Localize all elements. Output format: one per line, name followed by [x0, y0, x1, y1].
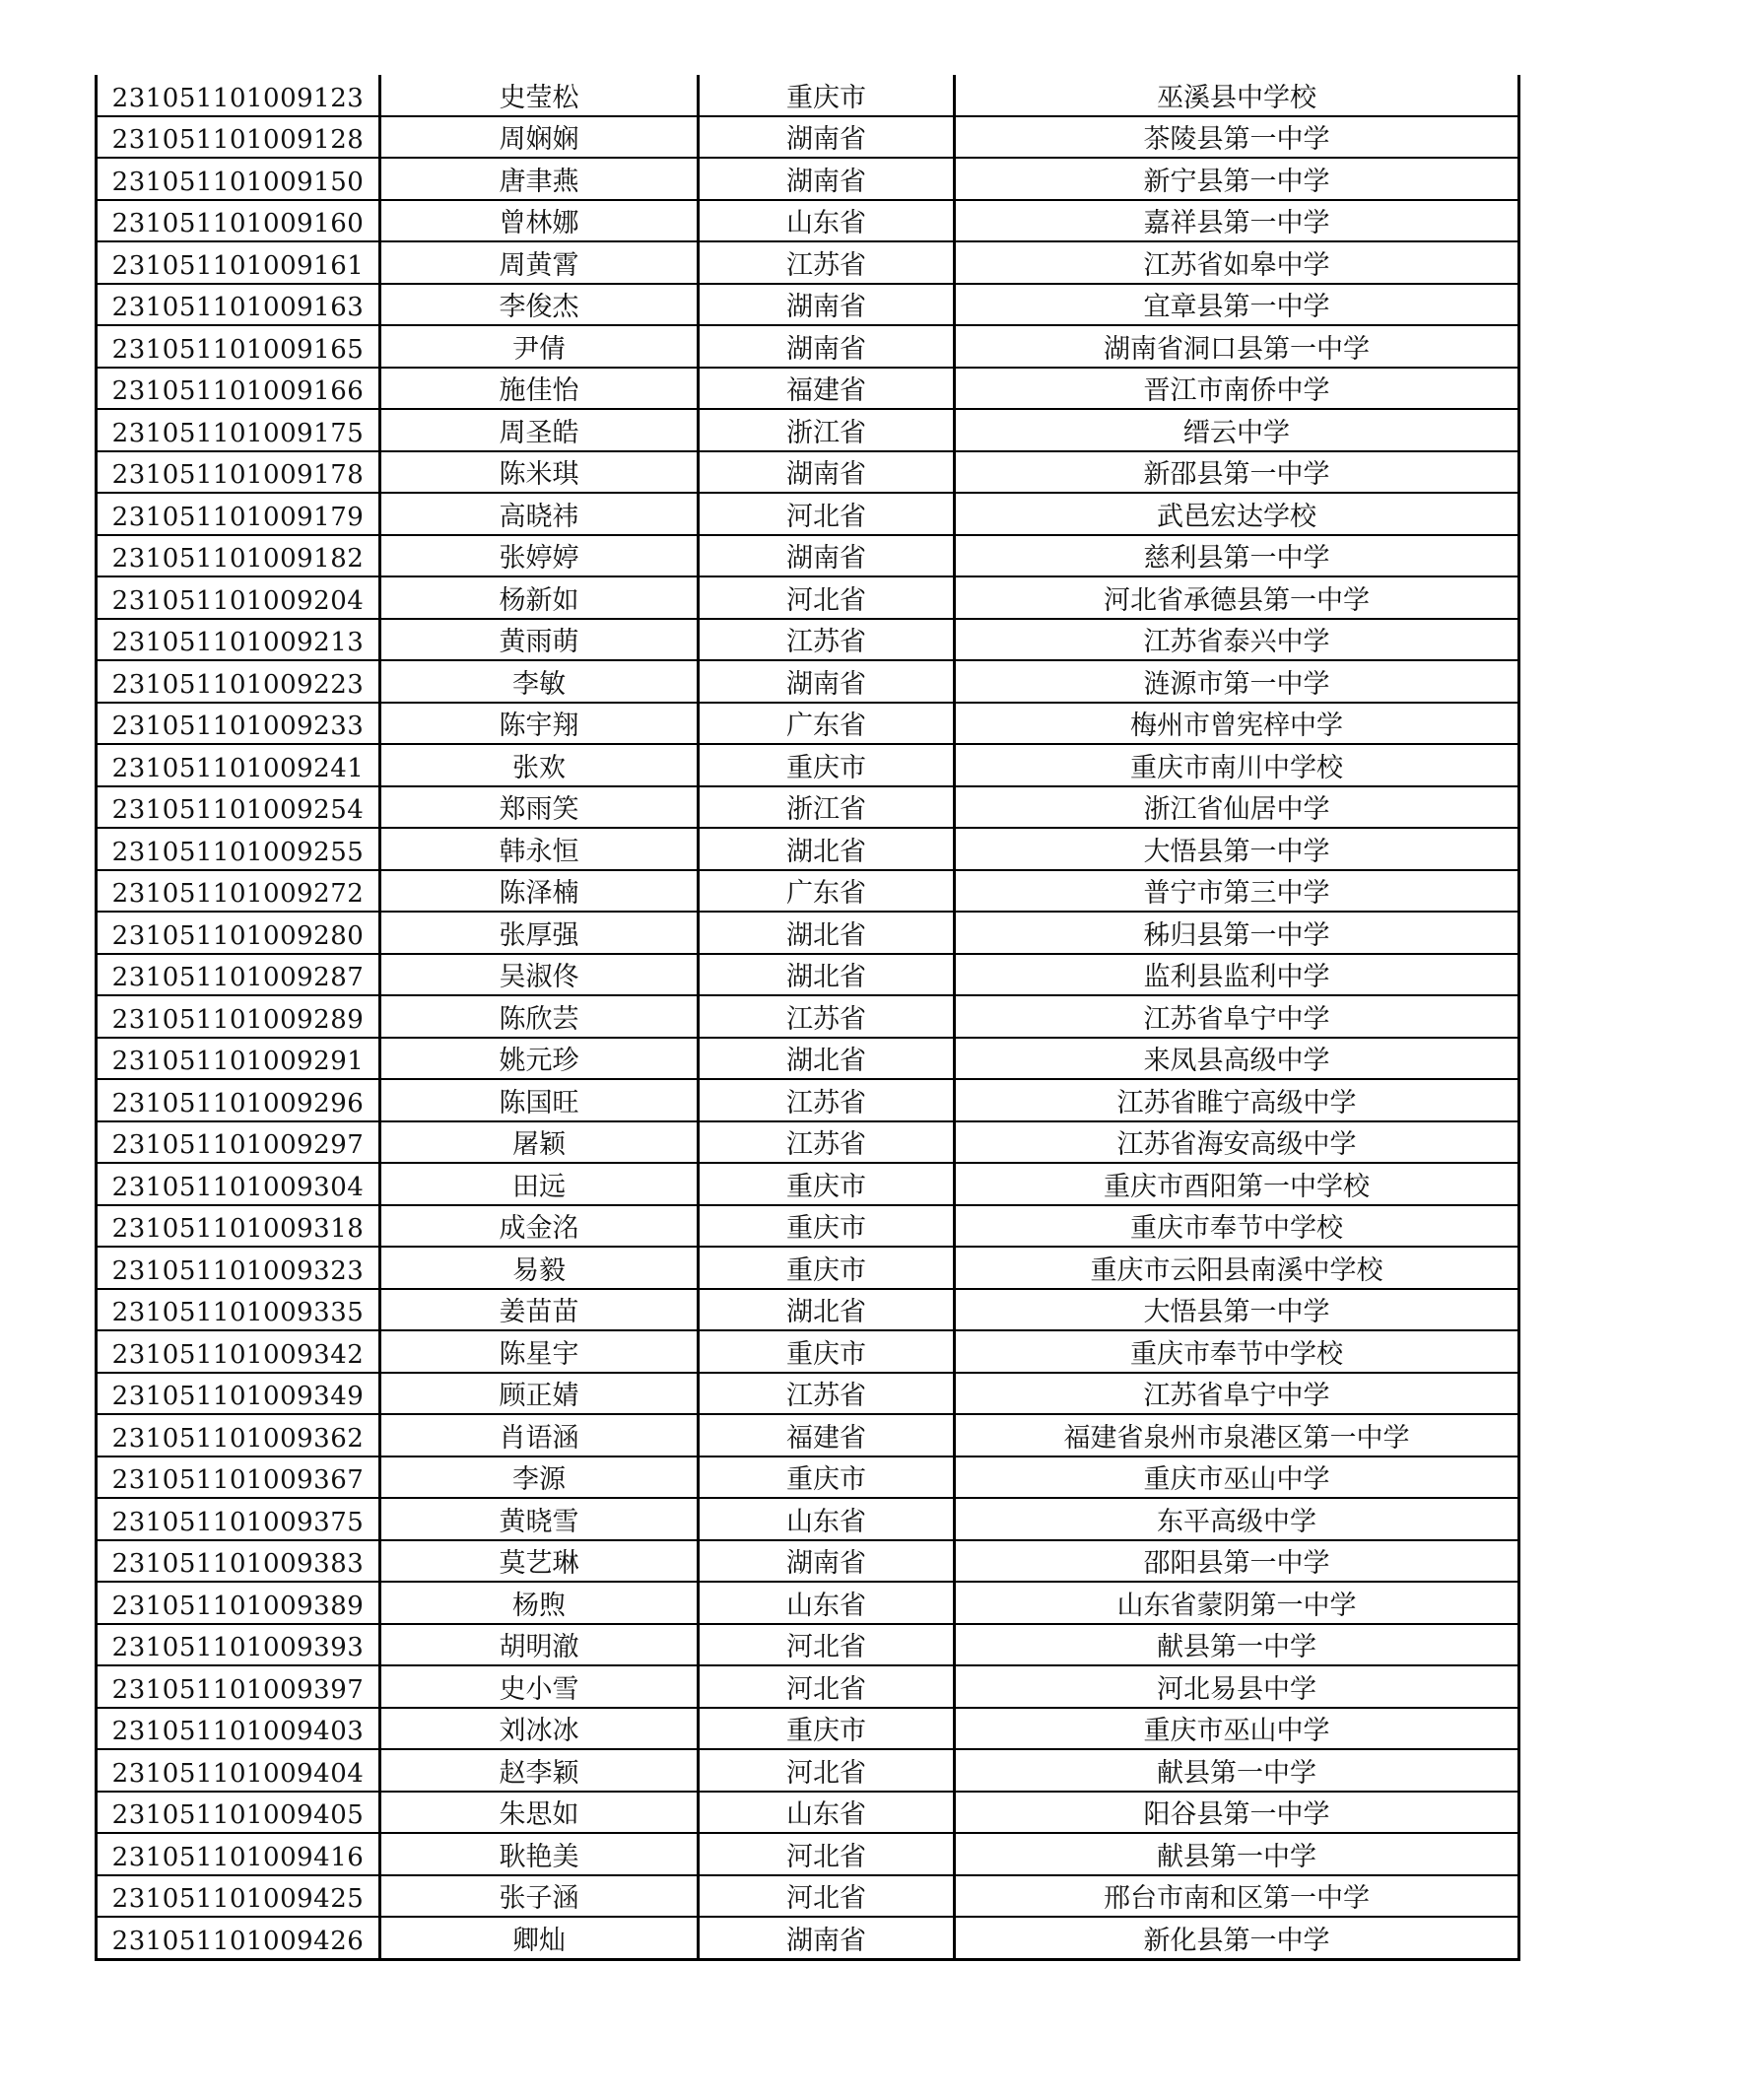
school-cell: 新宁县第一中学: [955, 158, 1519, 200]
student-name-cell: 李敏: [380, 660, 699, 703]
school-cell: 重庆市酉阳第一中学校: [955, 1163, 1519, 1205]
student-id-cell: 231051101009182: [97, 535, 380, 577]
student-name-cell: 黄晓雪: [380, 1498, 699, 1540]
student-name-cell: 顾正婧: [380, 1373, 699, 1415]
province-cell: 湖南省: [699, 1540, 955, 1583]
province-cell: 湖南省: [699, 535, 955, 577]
table-row: [97, 1749, 1519, 1792]
student-id-cell: 231051101009297: [97, 1121, 380, 1164]
province-cell: 湖南省: [699, 451, 955, 494]
school-cell: 武邑宏达学校: [955, 493, 1519, 535]
student-name-cell: 杨煦: [380, 1582, 699, 1624]
school-cell: 大悟县第一中学: [955, 1289, 1519, 1331]
school-cell: 江苏省如皋中学: [955, 241, 1519, 284]
school-cell: 邵阳县第一中学: [955, 1540, 1519, 1583]
province-cell: 河北省: [699, 1624, 955, 1666]
student-id-cell: 231051101009416: [97, 1833, 380, 1875]
student-name-cell: 李源: [380, 1456, 699, 1499]
student-id-cell: 231051101009179: [97, 493, 380, 535]
table-row: [97, 200, 1519, 242]
student-id-cell: 231051101009166: [97, 368, 380, 410]
province-cell: 湖北省: [699, 1289, 955, 1331]
student-id-cell: 231051101009241: [97, 744, 380, 786]
province-cell: 山东省: [699, 200, 955, 242]
province-cell: 山东省: [699, 1498, 955, 1540]
school-cell: 东平高级中学: [955, 1498, 1519, 1540]
student-id-cell: 231051101009403: [97, 1708, 380, 1750]
school-cell: 巫溪县中学校: [955, 75, 1519, 116]
school-cell: 河北易县中学: [955, 1665, 1519, 1708]
table-row: [97, 660, 1519, 703]
student-name-cell: 周黄霄: [380, 241, 699, 284]
student-name-cell: 卿灿: [380, 1917, 699, 1959]
student-id-cell: 231051101009296: [97, 1079, 380, 1121]
school-cell: 监利县监利中学: [955, 954, 1519, 996]
school-cell: 晋江市南侨中学: [955, 368, 1519, 410]
roster-body: [97, 75, 1519, 1959]
student-name-cell: 张子涵: [380, 1875, 699, 1918]
student-name-cell: 莫艺琳: [380, 1540, 699, 1583]
table-row: [97, 1330, 1519, 1373]
province-cell: 河北省: [699, 1665, 955, 1708]
school-cell: 重庆市巫山中学: [955, 1456, 1519, 1499]
table-row: [97, 368, 1519, 410]
table-row: [97, 158, 1519, 200]
table-row: [97, 1038, 1519, 1080]
table-row: [97, 1665, 1519, 1708]
table-row: [97, 1289, 1519, 1331]
student-id-cell: 231051101009254: [97, 786, 380, 829]
student-id-cell: 231051101009405: [97, 1792, 380, 1834]
student-id-cell: 231051101009389: [97, 1582, 380, 1624]
student-roster-table: [95, 75, 1520, 1961]
school-cell: 新化县第一中学: [955, 1917, 1519, 1959]
school-cell: 献县第一中学: [955, 1833, 1519, 1875]
table-row: [97, 1456, 1519, 1499]
student-name-cell: 刘冰冰: [380, 1708, 699, 1750]
school-cell: 江苏省阜宁中学: [955, 995, 1519, 1038]
student-name-cell: 张欢: [380, 744, 699, 786]
table-row: [97, 576, 1519, 619]
student-id-cell: 231051101009213: [97, 619, 380, 661]
province-cell: 河北省: [699, 1875, 955, 1918]
student-name-cell: 陈星宇: [380, 1330, 699, 1373]
student-name-cell: 史莹松: [380, 75, 699, 116]
province-cell: 湖南省: [699, 325, 955, 368]
table-row: [97, 409, 1519, 451]
school-cell: 茶陵县第一中学: [955, 116, 1519, 159]
student-name-cell: 成金洺: [380, 1205, 699, 1248]
table-row: [97, 1582, 1519, 1624]
table-row: [97, 535, 1519, 577]
table-row: [97, 75, 1519, 116]
student-name-cell: 韩永恒: [380, 828, 699, 870]
student-id-cell: 231051101009426: [97, 1917, 380, 1959]
table-row: [97, 241, 1519, 284]
student-id-cell: 231051101009362: [97, 1414, 380, 1456]
table-row: [97, 954, 1519, 996]
province-cell: 河北省: [699, 576, 955, 619]
province-cell: 江苏省: [699, 995, 955, 1038]
student-name-cell: 尹倩: [380, 325, 699, 368]
school-cell: 献县第一中学: [955, 1749, 1519, 1792]
school-cell: 浙江省仙居中学: [955, 786, 1519, 829]
school-cell: 宜章县第一中学: [955, 284, 1519, 326]
province-cell: 浙江省: [699, 786, 955, 829]
student-id-cell: 231051101009123: [97, 75, 380, 116]
table-row: [97, 1121, 1519, 1164]
school-cell: 江苏省阜宁中学: [955, 1373, 1519, 1415]
student-id-cell: 231051101009375: [97, 1498, 380, 1540]
table-row: [97, 995, 1519, 1038]
student-id-cell: 231051101009383: [97, 1540, 380, 1583]
province-cell: 湖南省: [699, 660, 955, 703]
table-row: [97, 703, 1519, 745]
student-name-cell: 陈宇翔: [380, 703, 699, 745]
student-id-cell: 231051101009175: [97, 409, 380, 451]
student-name-cell: 赵李颖: [380, 1749, 699, 1792]
student-name-cell: 肖语涵: [380, 1414, 699, 1456]
school-cell: 缙云中学: [955, 409, 1519, 451]
student-name-cell: 朱思如: [380, 1792, 699, 1834]
province-cell: 重庆市: [699, 75, 955, 116]
province-cell: 江苏省: [699, 1121, 955, 1164]
student-name-cell: 胡明澈: [380, 1624, 699, 1666]
student-name-cell: 周圣皓: [380, 409, 699, 451]
student-name-cell: 高晓祎: [380, 493, 699, 535]
province-cell: 湖北省: [699, 828, 955, 870]
student-id-cell: 231051101009165: [97, 325, 380, 368]
province-cell: 江苏省: [699, 1373, 955, 1415]
table-row: [97, 284, 1519, 326]
student-name-cell: 郑雨笑: [380, 786, 699, 829]
province-cell: 湖北省: [699, 1038, 955, 1080]
table-row: [97, 1917, 1519, 1959]
province-cell: 重庆市: [699, 1247, 955, 1289]
student-name-cell: 史小雪: [380, 1665, 699, 1708]
table-row: [97, 1498, 1519, 1540]
province-cell: 江苏省: [699, 1079, 955, 1121]
student-name-cell: 周娴娴: [380, 116, 699, 159]
student-id-cell: 231051101009289: [97, 995, 380, 1038]
student-name-cell: 李俊杰: [380, 284, 699, 326]
school-cell: 新邵县第一中学: [955, 451, 1519, 494]
province-cell: 重庆市: [699, 1330, 955, 1373]
school-cell: 阳谷县第一中学: [955, 1792, 1519, 1834]
province-cell: 重庆市: [699, 1456, 955, 1499]
table-row: [97, 1540, 1519, 1583]
student-id-cell: 231051101009280: [97, 912, 380, 954]
student-id-cell: 231051101009367: [97, 1456, 380, 1499]
table-row: [97, 1205, 1519, 1248]
student-id-cell: 231051101009323: [97, 1247, 380, 1289]
table-row: [97, 1833, 1519, 1875]
student-name-cell: 易毅: [380, 1247, 699, 1289]
student-name-cell: 姚元珍: [380, 1038, 699, 1080]
school-cell: 重庆市南川中学校: [955, 744, 1519, 786]
province-cell: 浙江省: [699, 409, 955, 451]
student-id-cell: 231051101009128: [97, 116, 380, 159]
school-cell: 重庆市巫山中学: [955, 1708, 1519, 1750]
school-cell: 湖南省洞口县第一中学: [955, 325, 1519, 368]
province-cell: 重庆市: [699, 1163, 955, 1205]
province-cell: 广东省: [699, 703, 955, 745]
student-id-cell: 231051101009291: [97, 1038, 380, 1080]
school-cell: 河北省承德县第一中学: [955, 576, 1519, 619]
school-cell: 邢台市南和区第一中学: [955, 1875, 1519, 1918]
province-cell: 广东省: [699, 870, 955, 913]
school-cell: 涟源市第一中学: [955, 660, 1519, 703]
province-cell: 江苏省: [699, 241, 955, 284]
student-id-cell: 231051101009393: [97, 1624, 380, 1666]
province-cell: 重庆市: [699, 1708, 955, 1750]
student-name-cell: 曾林娜: [380, 200, 699, 242]
province-cell: 山东省: [699, 1582, 955, 1624]
province-cell: 湖南省: [699, 1917, 955, 1959]
student-id-cell: 231051101009161: [97, 241, 380, 284]
school-cell: 慈利县第一中学: [955, 535, 1519, 577]
student-name-cell: 陈泽楠: [380, 870, 699, 913]
school-cell: 大悟县第一中学: [955, 828, 1519, 870]
student-id-cell: 231051101009304: [97, 1163, 380, 1205]
school-cell: 重庆市奉节中学校: [955, 1330, 1519, 1373]
table-row: [97, 912, 1519, 954]
school-cell: 山东省蒙阴第一中学: [955, 1582, 1519, 1624]
school-cell: 来凤县高级中学: [955, 1038, 1519, 1080]
school-cell: 福建省泉州市泉港区第一中学: [955, 1414, 1519, 1456]
province-cell: 河北省: [699, 493, 955, 535]
table-row: [97, 786, 1519, 829]
school-cell: 秭归县第一中学: [955, 912, 1519, 954]
student-name-cell: 陈米琪: [380, 451, 699, 494]
student-name-cell: 张婷婷: [380, 535, 699, 577]
province-cell: 重庆市: [699, 1205, 955, 1248]
table-row: [97, 1414, 1519, 1456]
province-cell: 湖北省: [699, 912, 955, 954]
student-id-cell: 231051101009204: [97, 576, 380, 619]
student-id-cell: 231051101009150: [97, 158, 380, 200]
table-row: [97, 1708, 1519, 1750]
province-cell: 湖南省: [699, 158, 955, 200]
province-cell: 江苏省: [699, 619, 955, 661]
table-row: [97, 1624, 1519, 1666]
student-name-cell: 黄雨萌: [380, 619, 699, 661]
table-row: [97, 619, 1519, 661]
student-id-cell: 231051101009318: [97, 1205, 380, 1248]
student-name-cell: 田远: [380, 1163, 699, 1205]
table-row: [97, 1792, 1519, 1834]
table-row: [97, 493, 1519, 535]
school-cell: 普宁市第三中学: [955, 870, 1519, 913]
student-id-cell: 231051101009223: [97, 660, 380, 703]
school-cell: 梅州市曾宪梓中学: [955, 703, 1519, 745]
table-row: [97, 744, 1519, 786]
table-row: [97, 325, 1519, 368]
student-name-cell: 杨新如: [380, 576, 699, 619]
table-row: [97, 451, 1519, 494]
student-name-cell: 施佳怡: [380, 368, 699, 410]
student-id-cell: 231051101009397: [97, 1665, 380, 1708]
table-row: [97, 1163, 1519, 1205]
table-row: [97, 870, 1519, 913]
table-row: [97, 1079, 1519, 1121]
table-row: [97, 116, 1519, 159]
school-cell: 献县第一中学: [955, 1624, 1519, 1666]
school-cell: 重庆市奉节中学校: [955, 1205, 1519, 1248]
student-id-cell: 231051101009255: [97, 828, 380, 870]
student-id-cell: 231051101009349: [97, 1373, 380, 1415]
province-cell: 湖北省: [699, 954, 955, 996]
province-cell: 湖南省: [699, 284, 955, 326]
school-cell: 江苏省睢宁高级中学: [955, 1079, 1519, 1121]
student-id-cell: 231051101009425: [97, 1875, 380, 1918]
student-name-cell: 张厚强: [380, 912, 699, 954]
province-cell: 湖南省: [699, 116, 955, 159]
student-name-cell: 陈欣芸: [380, 995, 699, 1038]
student-id-cell: 231051101009233: [97, 703, 380, 745]
student-id-cell: 231051101009178: [97, 451, 380, 494]
student-id-cell: 231051101009160: [97, 200, 380, 242]
table-row: [97, 1373, 1519, 1415]
school-cell: 嘉祥县第一中学: [955, 200, 1519, 242]
student-id-cell: 231051101009335: [97, 1289, 380, 1331]
student-name-cell: 陈国旺: [380, 1079, 699, 1121]
province-cell: 福建省: [699, 368, 955, 410]
student-id-cell: 231051101009404: [97, 1749, 380, 1792]
table-row: [97, 1247, 1519, 1289]
school-cell: 江苏省泰兴中学: [955, 619, 1519, 661]
school-cell: 江苏省海安高级中学: [955, 1121, 1519, 1164]
student-id-cell: 231051101009287: [97, 954, 380, 996]
province-cell: 重庆市: [699, 744, 955, 786]
student-id-cell: 231051101009342: [97, 1330, 380, 1373]
province-cell: 河北省: [699, 1833, 955, 1875]
table-row: [97, 1875, 1519, 1918]
province-cell: 山东省: [699, 1792, 955, 1834]
student-name-cell: 吴淑佟: [380, 954, 699, 996]
student-name-cell: 姜苗苗: [380, 1289, 699, 1331]
province-cell: 河北省: [699, 1749, 955, 1792]
student-name-cell: 耿艳美: [380, 1833, 699, 1875]
school-cell: 重庆市云阳县南溪中学校: [955, 1247, 1519, 1289]
student-id-cell: 231051101009272: [97, 870, 380, 913]
table-row: [97, 828, 1519, 870]
student-name-cell: 屠颖: [380, 1121, 699, 1164]
province-cell: 福建省: [699, 1414, 955, 1456]
student-name-cell: 唐聿燕: [380, 158, 699, 200]
student-id-cell: 231051101009163: [97, 284, 380, 326]
